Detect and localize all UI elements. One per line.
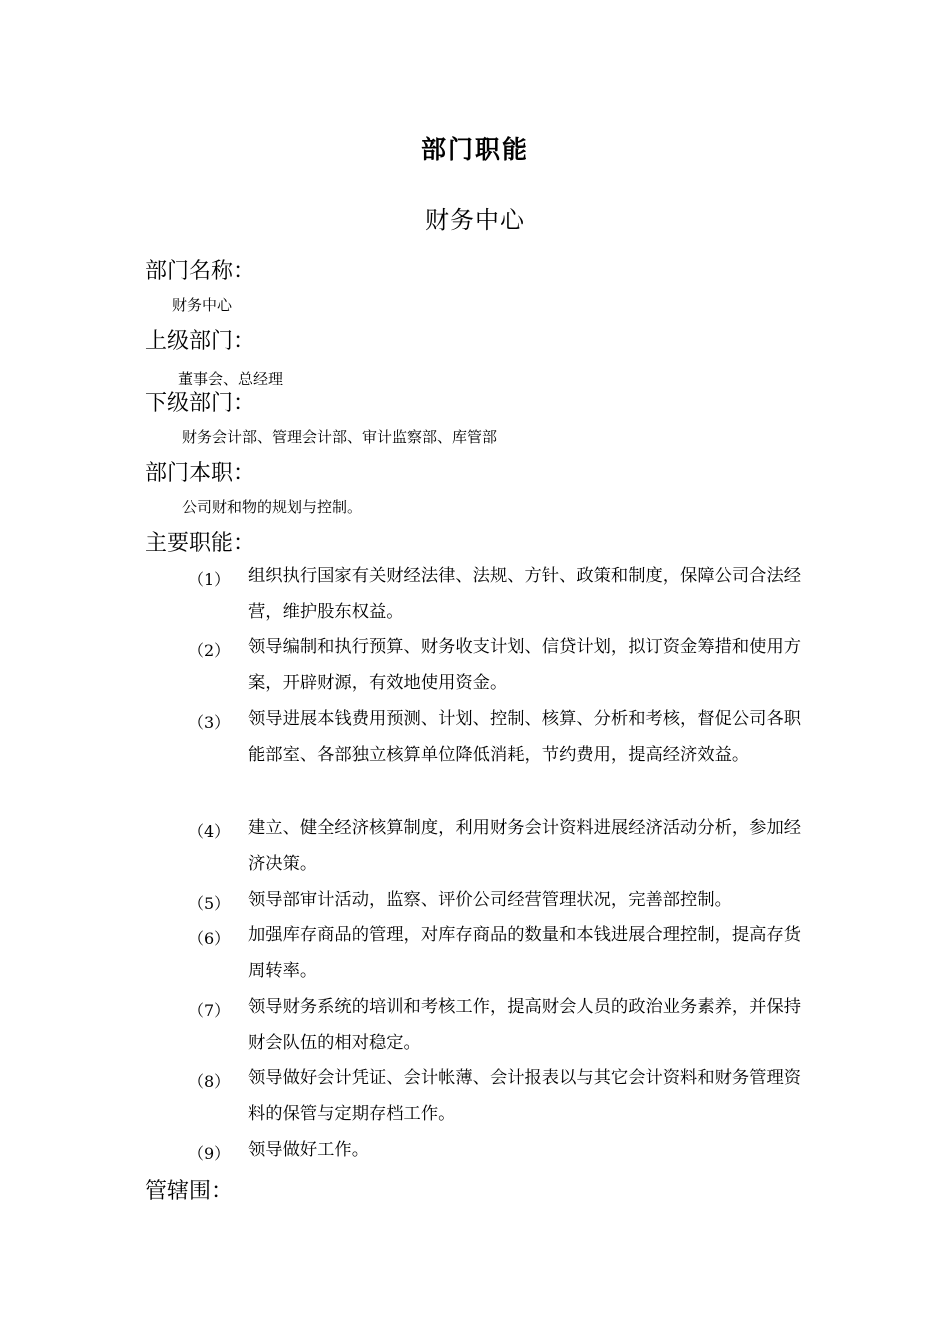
superior-department-value: 董事会、总经理 <box>178 370 284 388</box>
document-title: 部门职能 <box>420 135 529 164</box>
list-item-number: （2） <box>188 641 231 660</box>
list-item-text: 组织执行国家有关财经法律、法规、方针、政策和制度，保障公司合法经营，维护股东权益。 <box>248 566 802 622</box>
subordinate-department-value: 财务会计部、管理会计部、审计监察部、库管部 <box>182 428 498 446</box>
list-item-text: 领导进展本钱费用预测、计划、控制、核算、分析和考核，督促公司各职能部室、各部独立核算单位降低消耗，节约费用，提高经济效益。 <box>248 709 802 765</box>
list-item-text: 领导编制和执行预算、财务收支计划、信贷计划，拟订资金筹措和使用方案，开辟财源，有效地使用资金。 <box>248 637 802 693</box>
department-subtitle: 财务中心 <box>425 206 525 234</box>
list-item-text: 领导做好会计凭证、会计帐薄、会计报表以与其它会计资料和财务管理资料的保管与定期存档工作。 <box>248 1068 802 1124</box>
jurisdiction-scope-heading: 管辖围： <box>145 1179 234 1204</box>
list-item-number: （5） <box>188 894 231 913</box>
list-item-text: 领导部审计活动，监察、评价公司经营管理状况，完善部控制。 <box>248 890 732 910</box>
department-duty-heading: 部门本职： <box>145 461 256 486</box>
main-functions-heading: 主要职能： <box>145 531 256 556</box>
list-item-number: （1） <box>188 570 231 589</box>
list-item-text: 建立、健全经济核算制度，利用财务会计资料进展经济活动分析，参加经济决策。 <box>248 818 802 874</box>
list-item-text: 领导财务系统的培训和考核工作，提高财会人员的政治业务素养，并保持财会队伍的相对稳定。 <box>248 997 802 1053</box>
department-name-heading: 部门名称： <box>145 259 256 284</box>
list-item-number: （7） <box>188 1001 231 1020</box>
list-item-number: （3） <box>188 713 231 732</box>
list-item-number: （9） <box>188 1144 231 1163</box>
list-item-number: （8） <box>188 1072 231 1091</box>
department-duty-value: 公司财和物的规划与控制。 <box>182 498 363 516</box>
list-item-text: 加强库存商品的管理，对库存商品的数量和本钱进展合理控制，提高存货周转率。 <box>248 925 802 981</box>
list-item-number: （6） <box>188 929 231 948</box>
subordinate-department-heading: 下级部门： <box>145 391 256 416</box>
superior-department-heading: 上级部门： <box>145 329 256 354</box>
department-name-value: 财务中心 <box>172 296 233 314</box>
list-item-text: 领导做好工作。 <box>248 1140 369 1160</box>
list-item-number: （4） <box>188 822 231 841</box>
